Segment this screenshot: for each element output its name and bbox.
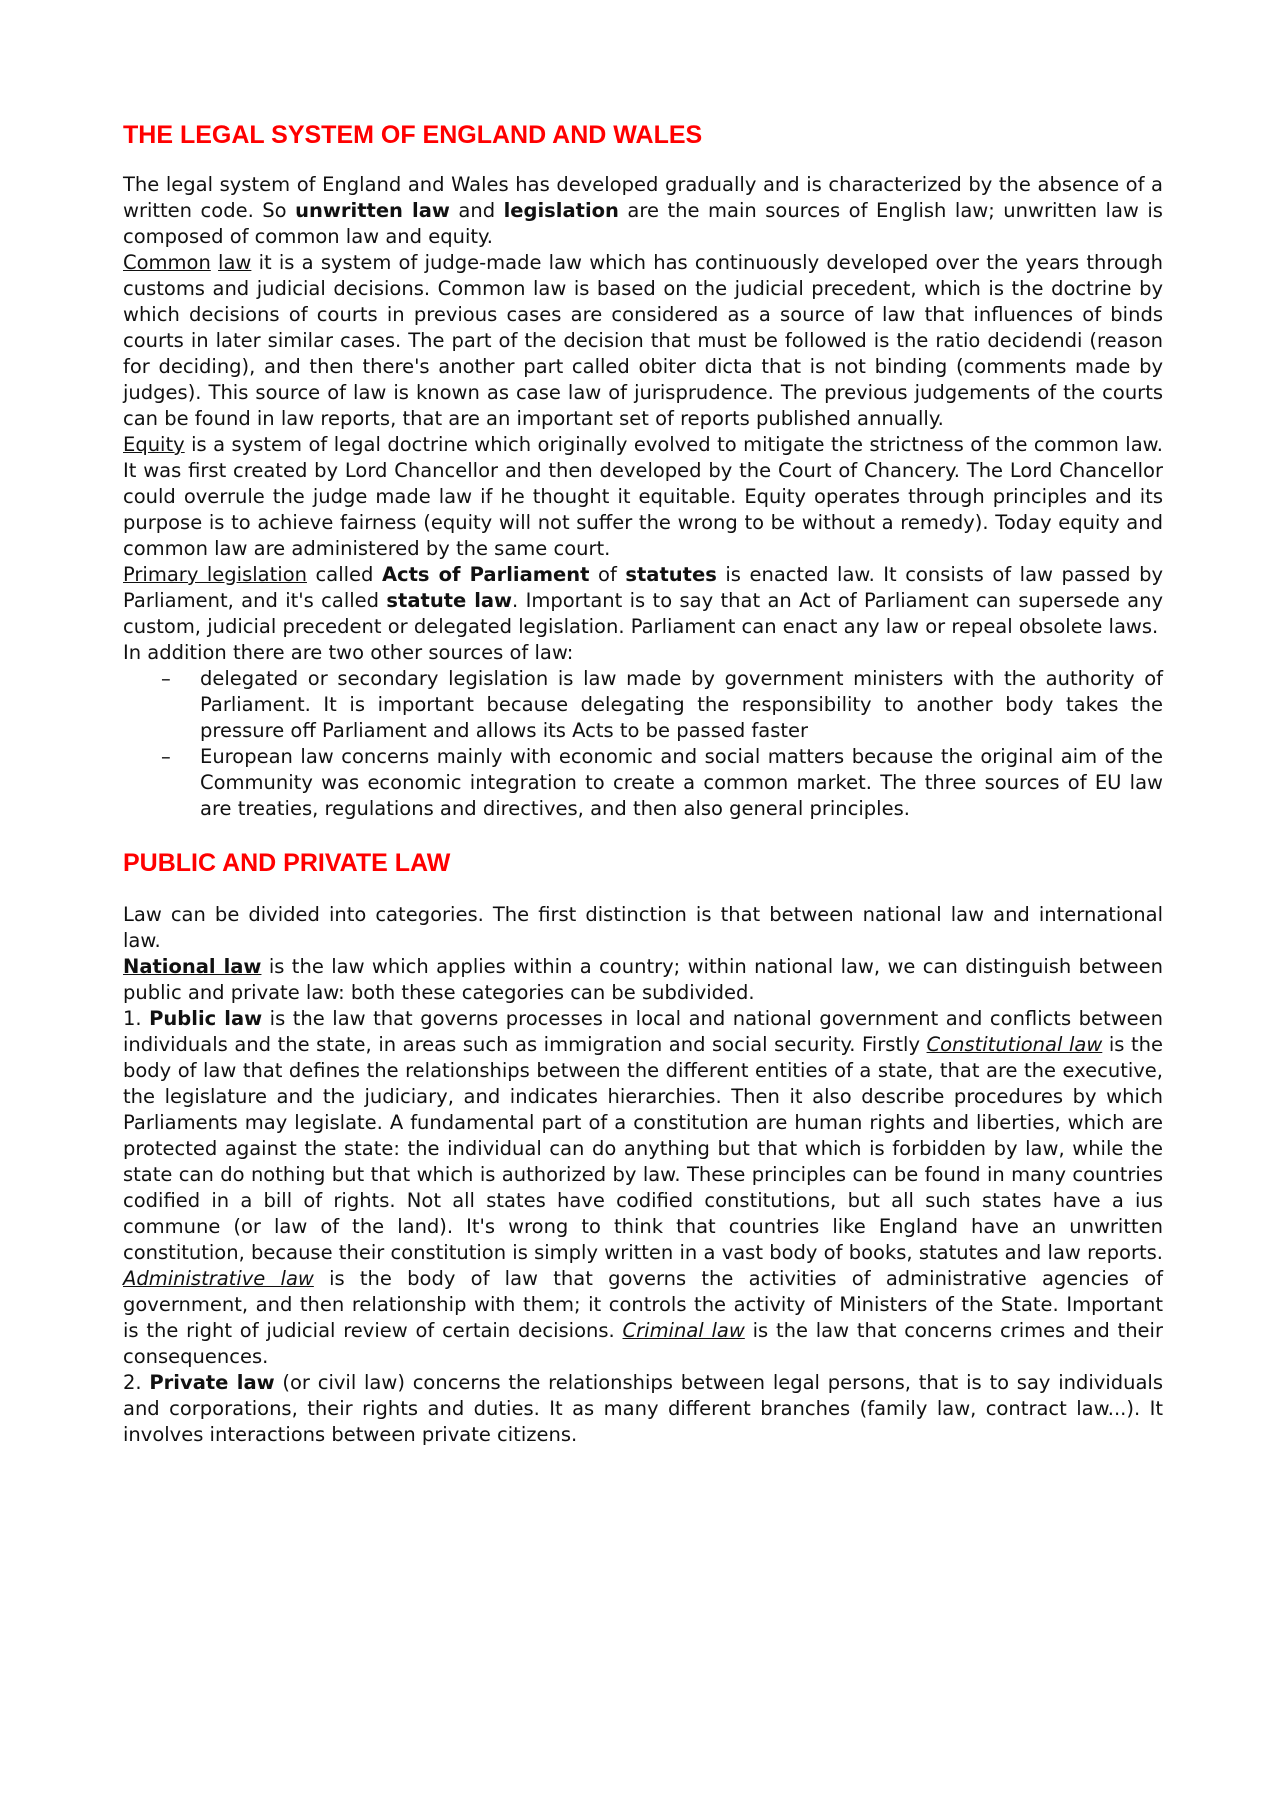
list-item-text: delegated or secondary legislation is law made by government ministers with the authority of Parliament. It is important because delegating the responsibility to another body takes the pressure off Parliament and allows its Acts to be passed faster xyxy=(200,667,1163,742)
paragraph-equity xyxy=(123,432,1163,562)
bold-term: statutes xyxy=(625,563,717,586)
bold-term: Public law xyxy=(149,1007,263,1030)
underlined-term: Equity xyxy=(123,433,185,456)
text: is the law which applies within a country; within national law, we can distinguish between public and private law: both these categories can be subdivided. xyxy=(123,955,1163,1004)
list-item xyxy=(123,666,1163,744)
dash-bullet: – xyxy=(161,745,171,768)
bold-term: unwritten law xyxy=(295,199,450,222)
underlined-term: law xyxy=(218,251,252,274)
italic-underlined-term: Administrative law xyxy=(123,1267,314,1290)
text: and xyxy=(449,199,504,222)
text: of xyxy=(589,563,626,586)
paragraph-other-sources: In addition there are two other sources of law: xyxy=(123,641,574,664)
text: (or civil law) concerns the relationships between legal persons, that is to say individuals and corporations, their rights and duties. It as many different branches (family law, contract law...). It involves interactions between private citizens. xyxy=(123,1371,1164,1446)
bold-underlined-term: National law xyxy=(123,955,262,978)
text: is enacted law. It consists of law passed by Parliament, and it's called xyxy=(123,563,1163,612)
text: is the law that concerns crimes and their consequences. xyxy=(123,1319,1163,1368)
list-item-text: European law concerns mainly with economic and social matters because the original aim of the Community was economic integration to create a common market. The three sources of EU law are treaties, regulations and directives, and then also general principles. xyxy=(200,745,1163,820)
bold-term: legislation xyxy=(503,199,619,222)
paragraph-intro xyxy=(123,172,1163,250)
italic-underlined-term: Criminal law xyxy=(622,1319,745,1342)
paragraph-public-law xyxy=(123,1006,1163,1370)
text: it is a system of judge-made law which has continuously developed over the years through customs and judicial decisions. Common law is based on the judicial precedent, which is the doctrine by which decisions of courts in previous cases are considered as a source of law that influences of binds courts in later similar cases. The part of the decision that must be followed is the ratio decidendi (reason for deciding), and then there's another part called obiter dicta that is not binding (comments made by judges). This source of law is known as case law of jurisprudence. The previous judgements of the courts can be found in law reports, that are an important set of reports published annually. xyxy=(123,251,1163,430)
underlined-term: Primary legislation xyxy=(123,563,307,586)
section-title-legal-system: THE LEGAL SYSTEM OF ENGLAND AND WALES xyxy=(123,121,703,149)
underlined-term: Common xyxy=(123,251,211,274)
text: is the body of law that defines the relationships between the different entities of a state, that are the executive, the legislature and the judiciary, and indicates hierarchies. Then it also describe procedures by which Parliaments may legislate. A fundamental part of a constitution are human rights and liberties, which are protected against the state: the individual can do anything but that which is forbidden by law, while the state can do nothing but that which is authorized by law. These principles can be found in many countries codified in a bill of rights. Not all states have codified constitutions, but all such states have a ius commune (or law of the land). It's wrong to think that countries like England have an unwritten constitution, because their constitution is simply written in a vast body of books, statutes and law reports. xyxy=(123,1033,1163,1264)
bold-term: Acts of Parliament xyxy=(381,563,590,586)
text: is the law that governs processes in local and national government and conflicts between individuals and the state, in areas such as immigration and social security. Firstly xyxy=(123,1007,1163,1056)
sources-list xyxy=(123,666,1163,822)
text: . Important is to say that an Act of Parliament can supersede any custom, judicial precedent or delegated legislation. Parliament can enact any law or repeal obsolete laws. xyxy=(123,589,1163,638)
text: is the body of law that governs the activities of administrative agencies of government, and then relationship with them; it controls the activity of Ministers of the State. Important is the right of judicial review of certain decisions. xyxy=(123,1267,1163,1342)
paragraph-categories: Law can be divided into categories. The first distinction is that between national law and international law. xyxy=(123,903,1163,952)
paragraph-private-law xyxy=(123,1370,1163,1448)
dash-bullet: – xyxy=(161,667,171,690)
bold-term: statute law xyxy=(386,589,513,612)
italic-underlined-term: Constitutional law xyxy=(926,1033,1103,1056)
paragraph-primary-legislation xyxy=(123,562,1163,640)
text: The legal system of England and Wales has developed gradually and is characterized by the absence of a written code. So xyxy=(123,173,1163,222)
section-title-public-private: PUBLIC AND PRIVATE LAW xyxy=(123,849,451,877)
item-number: 1. xyxy=(123,1007,150,1030)
text: called xyxy=(306,563,382,586)
paragraph-national-law xyxy=(123,954,1163,1006)
bold-term: Private law xyxy=(149,1371,275,1394)
paragraph-common-law xyxy=(123,250,1163,432)
item-number: 2. xyxy=(123,1371,150,1394)
text: is a system of legal doctrine which originally evolved to mitigate the strictness of the common law. It was first created by Lord Chancellor and then developed by the Court of Chancery. The Lord Chancellor could overrule the judge made law if he thought it equitable. Equity operates through principles and its purpose is to achieve fairness (equity will not suffer the wrong to be without a remedy). Today equity and common law are administered by the same court. xyxy=(123,433,1163,560)
text: are the main sources of English law; unwritten law is composed of common law and equity. xyxy=(123,199,1163,248)
document-page xyxy=(123,120,1163,1448)
list-item xyxy=(123,744,1163,822)
